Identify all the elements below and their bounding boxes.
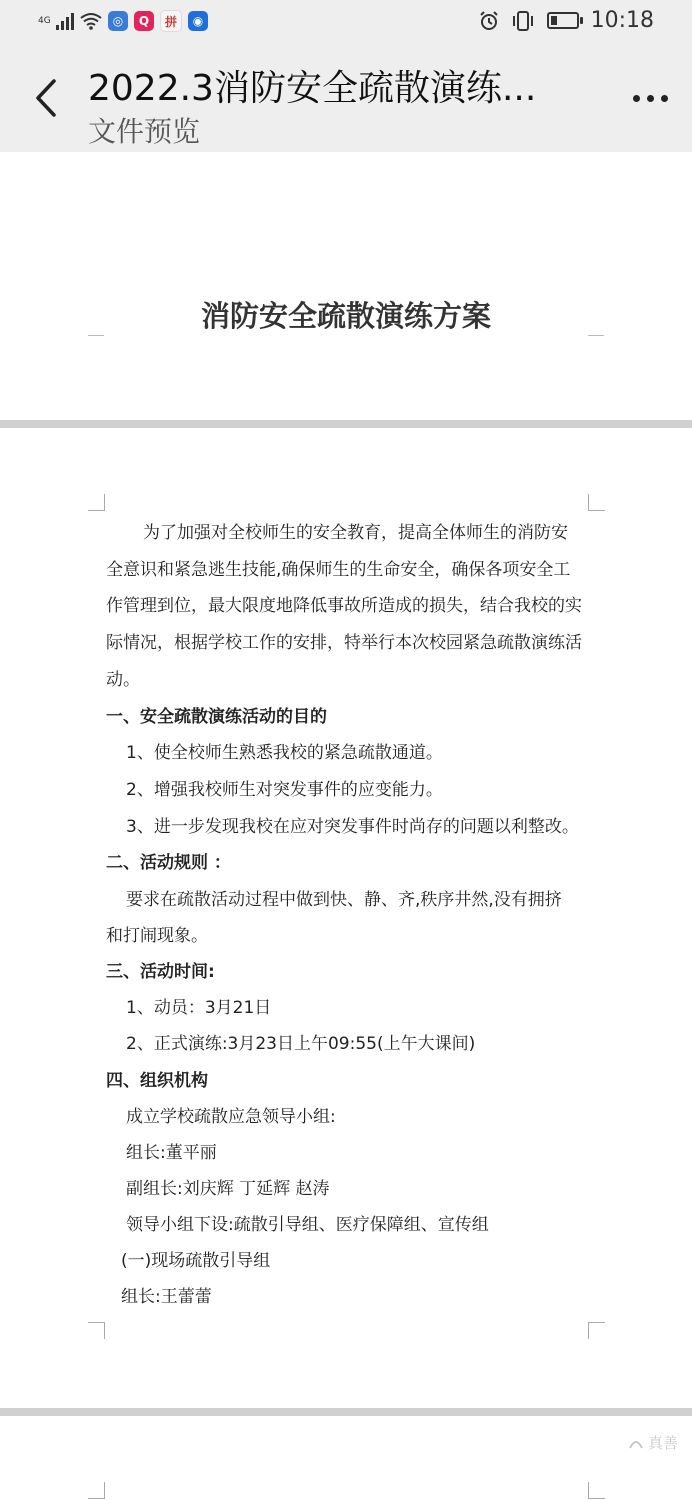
wifi-icon <box>80 12 102 30</box>
document-title: 2022.3消防安全疏散演练... <box>88 68 537 109</box>
body-line: 和打闹现象。 <box>106 926 208 946</box>
page-title: 消防安全疏散演练方案 <box>200 299 491 333</box>
body-line: 3、进一步发现我校在应对突发事件时尚存的问题以利整改。 <box>126 817 579 837</box>
signal-icon <box>56 12 74 30</box>
chevron-left-icon <box>34 78 58 118</box>
page-separator <box>0 420 692 428</box>
margin-corner <box>88 494 105 511</box>
network-type: 4G <box>38 15 51 26</box>
status-right <box>479 8 654 33</box>
body-line: 要求在疏散活动过程中做到快、静、齐,秩序井然,没有拥挤 <box>126 890 562 910</box>
document-page-2 <box>0 430 692 1408</box>
body-line: 2、增强我校师生对突发事件的应变能力。 <box>126 780 443 800</box>
body-line: 动。 <box>106 670 140 690</box>
page-separator <box>0 1408 692 1416</box>
section-heading: 一、安全疏散演练活动的目的 <box>106 707 327 727</box>
body-line: 成立学校疏散应急领导小组: <box>126 1107 336 1127</box>
more-horizontal-icon <box>633 95 640 102</box>
status-left <box>38 10 208 32</box>
body-line: 际情况，根据学校工作的安排，特举行本次校园紧急疏散演练活 <box>106 633 582 653</box>
section-heading: 二、活动规则 ： <box>106 853 231 873</box>
watermark-text: 真善 <box>647 1434 678 1452</box>
body-line: 1、使全校师生熟悉我校的紧急疏散通道。 <box>126 743 443 763</box>
document-subtitle: 文件预览 <box>88 115 201 148</box>
body-line: 作管理到位，最大限度地降低事故所造成的损失，结合我校的实 <box>106 596 582 616</box>
app-icon-2: Q <box>134 11 154 31</box>
app-icon-1: ◎ <box>108 11 128 31</box>
body-line: 为了加强对全校师生的安全教育，提高全体师生的消防安 <box>143 523 568 543</box>
clock: 10:18 <box>590 8 654 33</box>
margin-corner <box>588 1322 605 1339</box>
margin-mark <box>588 335 604 336</box>
more-button[interactable] <box>633 86 668 110</box>
body-line: 组长:董平丽 <box>126 1143 217 1163</box>
body-line: (一)现场疏散引导组 <box>121 1251 271 1271</box>
alarm-icon <box>479 11 499 31</box>
body-line: 全意识和紧急逃生技能,确保师生的生命安全，确保各项安全工 <box>106 560 571 580</box>
body-line: 副组长:刘庆辉 丁延辉 赵涛 <box>126 1179 330 1199</box>
back-button[interactable] <box>28 74 64 122</box>
section-heading: 三、活动时间: <box>106 962 215 982</box>
margin-corner <box>588 494 605 511</box>
watermark <box>628 1432 678 1453</box>
body-line: 领导小组下设:疏散引导组、医疗保障组、宣传组 <box>126 1215 489 1235</box>
battery-icon <box>547 12 579 29</box>
body-line: 2、正式演练:3月23日上午09:55(上午大课间) <box>126 1034 476 1054</box>
section-heading: 四、组织机构 <box>106 1071 208 1091</box>
body-line: 组长:王蕾蕾 <box>121 1287 212 1307</box>
status-bar <box>0 0 692 48</box>
margin-corner <box>88 1482 105 1499</box>
document-page-3 <box>0 1418 692 1500</box>
body-line: 1、动员：3月21日 <box>126 998 272 1018</box>
margin-corner <box>588 1482 605 1499</box>
margin-mark <box>88 335 104 336</box>
vibrate-icon <box>511 11 535 31</box>
app-bar <box>0 48 692 152</box>
app-icon-4: ◉ <box>188 11 208 31</box>
watermark-logo-icon <box>628 1436 644 1450</box>
document-page-1 <box>0 152 692 420</box>
margin-corner <box>88 1322 105 1339</box>
app-icon-3: 拼 <box>160 10 182 32</box>
